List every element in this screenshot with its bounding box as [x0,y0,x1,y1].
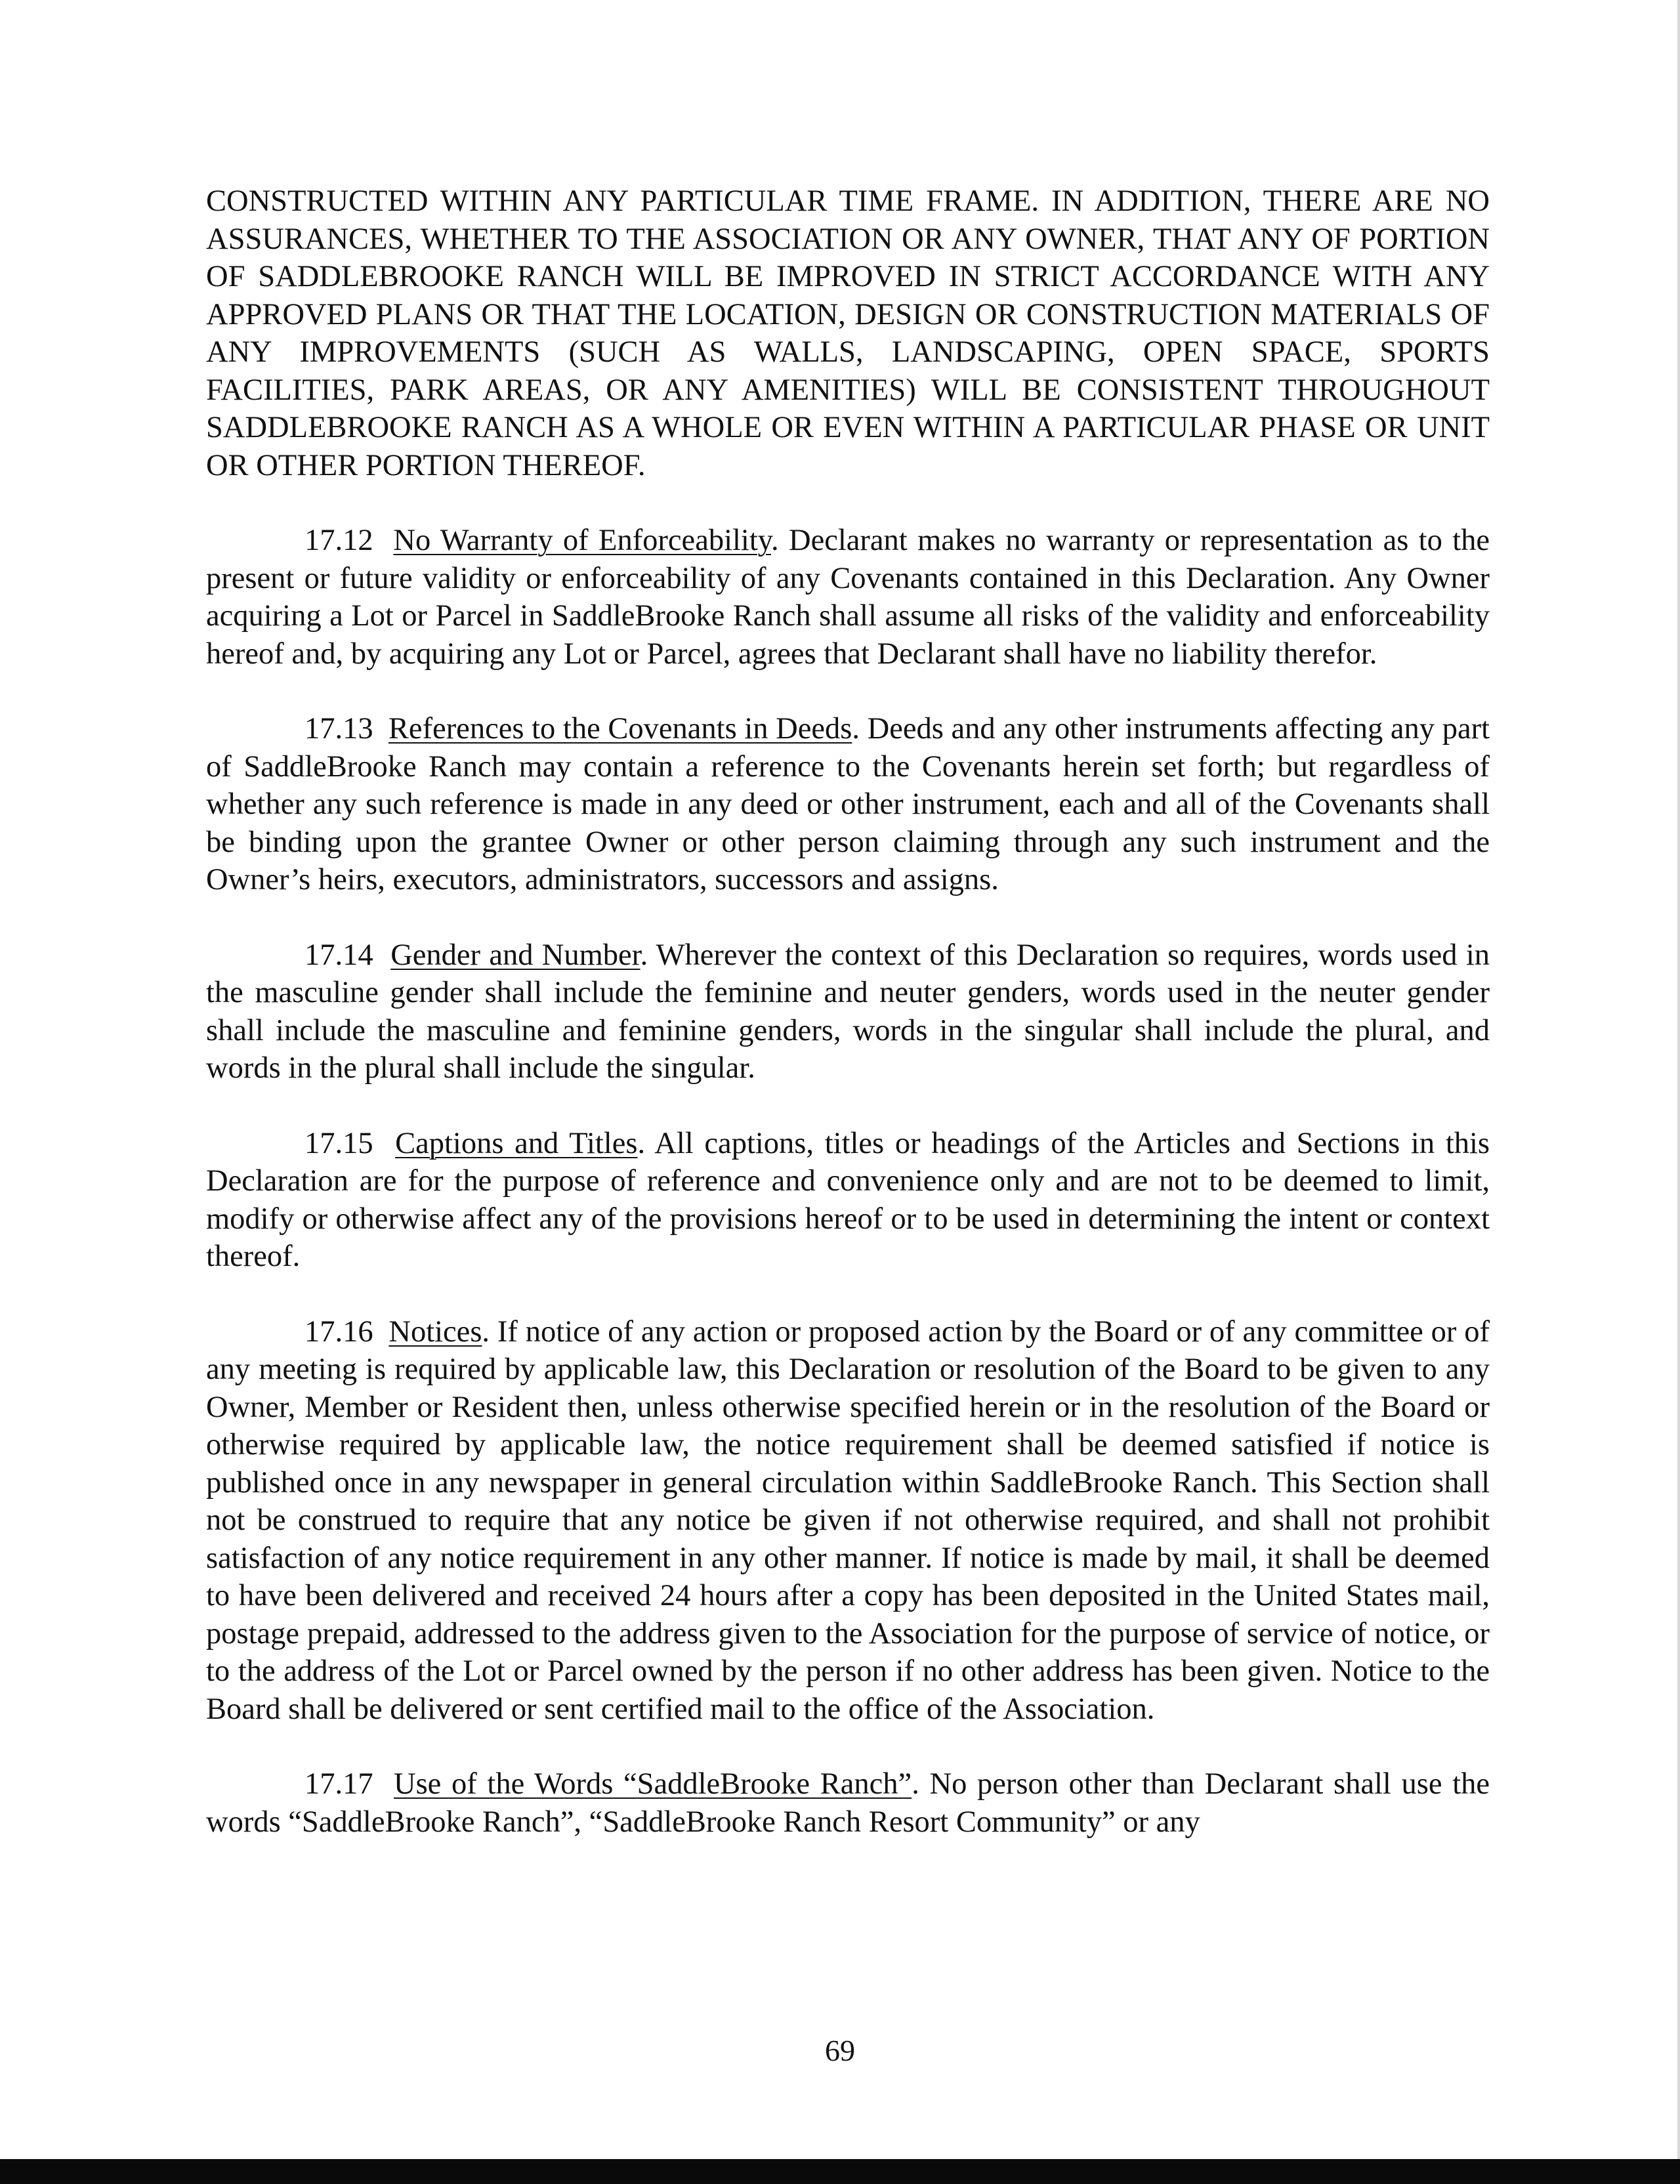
section-number: 17.15 [304,1126,373,1160]
scan-bottom-border [0,2159,1680,2184]
section-title: Captions and Titles [395,1126,638,1160]
section-title: No Warranty of Enforceability [393,524,771,557]
section-body: . No person other than Declarant shall use the words “SaddleBrooke Ranch”, “SaddleBrooke Ranch Resort Community” or any [206,1767,1490,1839]
section-number: 17.17 [304,1767,373,1801]
section-number: 17.16 [304,1314,373,1349]
section-body: . Declarant makes no warranty or representation as to the present or future validity or enforceability of any Covenants contained in this Declaration. Any Owner acquiring a Lot or Parcel in SaddleBrooke Ranch shall assume all risks of the validity and enforceability hereof and, by acquiring any Lot or Parcel, agrees that Declarant shall have no liability therefor. [206,524,1490,671]
section-number: 17.13 [304,712,373,746]
scan-edge [1677,0,1680,2184]
section-17-17 [206,1765,1490,1841]
section-17-14 [206,936,1490,1087]
section-17-12 [206,522,1490,673]
section-body: . Deeds and any other instruments affecting any part of SaddleBrooke Ranch may contain a reference to the Covenants herein set forth; but regardless of whether any such reference is made in any deed or other instrument, each and all of the Covenants shall be binding upon the grantee Owner or other person claiming through any such instrument and the Owner’s heirs, executors, administrators, successors and assigns. [206,712,1490,896]
section-body: . If notice of any action or proposed action by the Board or of any committee or of any meeting is required by applicable law, this Declaration or resolution of the Board to be given to any Owner, Member or Resident then, unless otherwise specified herein or in the resolution of the Board or otherwise required by applicable law, the notice requirement shall be deemed satisfied if notice is published once in any newspaper in general circulation within SaddleBrooke Ranch. This Section shall not be construed to require that any notice be given if not otherwise required, and shall not prohibit satisfaction of any notice requirement in any other manner. If notice is made by mail, it shall be deemed to have been delivered and received 24 hours after a copy has been deposited in the United States mail, postage prepaid, addressed to the address given to the Association for the purpose of service of notice, or to the address of the Lot or Parcel owned by the person if no other address has been given. Notice to the Board shall be delivered or sent certified mail to the office of the Association. [206,1314,1490,1726]
section-number: 17.12 [304,524,373,557]
section-17-13 [206,710,1490,899]
section-number: 17.14 [304,938,373,972]
section-title: Gender and Number [390,938,640,972]
section-17-16 [206,1313,1490,1729]
section-title: Use of the Words “SaddleBrooke Ranch” [394,1767,912,1801]
document-body [206,182,1490,1878]
section-body: . All captions, titles or headings of the Articles and Sections in this Declaration are for the purpose of reference and convenience only and are not to be deemed to limit, modify or otherwise affect any of the provisions hereof or to be used in determining the intent or context thereof. [206,1126,1490,1273]
section-title: References to the Covenants in Deeds [388,712,852,746]
section-body: . Wherever the context of this Declaration so requires, words used in the masculine gender shall include the feminine and neuter genders, words used in the neuter gender shall include the masculine and feminine genders, words in the singular shall include the plural, and words in the plural shall include the singular. [206,938,1490,1085]
section-title: Notices [388,1314,482,1349]
section-17-15 [206,1125,1490,1276]
continuation-paragraph: CONSTRUCTED WITHIN ANY PARTICULAR TIME FRAME. IN ADDITION, THERE ARE NO ASSURANCES, WHETHER TO THE ASSOCIATION OR ANY OWNER, THAT ANY OF PORTION OF SADDLEBROOKE RANCH WILL BE IMPROVED IN STRICT ACCORDANCE WITH ANY APPROVED PLANS OR THAT THE LOCATION, DESIGN OR CONSTRUCTION MATERIALS OF ANY IMPROVEMENTS (SUCH AS WALLS, LANDSCAPING, OPEN SPACE, SPORTS FACILITIES, PARK AREAS, OR ANY AMENITIES) WILL BE CONSISTENT THROUGHOUT SADDLEBROOKE RANCH AS A WHOLE OR EVEN WITHIN A PARTICULAR PHASE OR UNIT OR OTHER PORTION THEREOF. [206,184,1490,482]
page-number: 69 [825,2034,855,2067]
